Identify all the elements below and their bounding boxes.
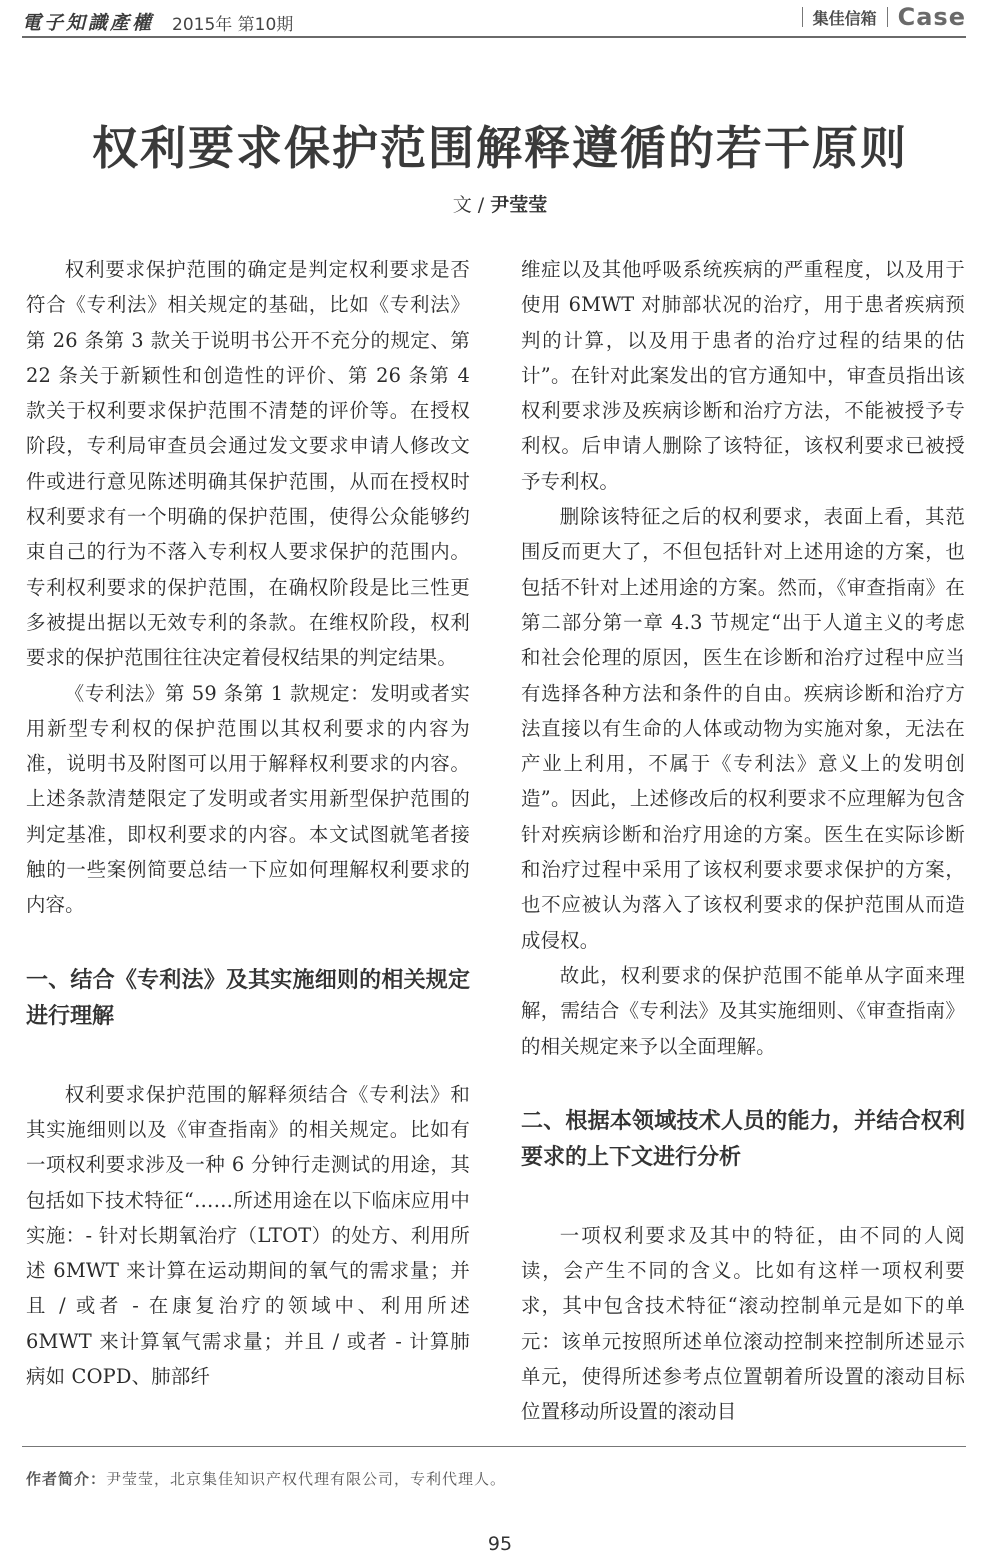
byline-prefix: 文 / [452,194,485,216]
right-column [521,252,965,1430]
byline [0,190,1000,217]
column-name: 集佳信箱 [812,8,877,28]
author-note-label: 作者简介： [26,1470,107,1488]
paragraph: 权利要求保护范围的确定是判定权利要求是否符合《专利法》相关规定的基础，比如《专利法》第 26 条第 3 款关于说明书公开不充分的规定、第 22 条关于新颖性和创造性的评价、第 26 条第 4 款关于权利要求保护范围不清楚的评价等。在授权阶段，专利局审查员会通过发文要求申请人修改文件或进行意见陈述明确其保护范围，从而在授权时权利要求有一个明确的保护范围，使得公众能够约束自己的行为不落入专利权人要求保护的范围内。专利权利要求的保护范围，在确权阶段是比三性更多被提出据以无效专利的条款。在维权阶段，权利要求的保护范围往往决定着侵权结果的判定结果。 [26,258,470,670]
header-separator [802,7,803,27]
section-heading-2: 二、根据本领域技术人员的能力，并结合权利要求的上下文进行分析 [521,1108,965,1170]
header-separator [887,7,888,27]
page-number: 95 [487,1533,513,1555]
magazine-brand: 電子知識產權 [22,12,155,34]
article-title: 权利要求保护范围解释遵循的若干原则 [92,121,908,175]
paragraph: 一项权利要求及其中的特征，由不同的人阅读，会产生不同的含义。比如有这样一项权利要求，其中包含技术特征“滚动控制单元是如下的单元：该单元按照所述单位滚动控制来控制所述显示单元，使得所述参考点位置朝着所设置的滚动目标位置移动所设置的滚动目 [521,1223,965,1424]
section-heading-1: 一、结合《专利法》及其实施细则的相关规定进行理解 [26,967,470,1029]
paragraph: 维症以及其他呼吸系统疾病的严重程度，以及用于使用 6MWT 对肺部状况的治疗，用于患者疾病预判的计算，以及用于患者的治疗过程的结果的估计”。在针对此案发出的官方通知中，审查员指出该权利要求涉及疾病诊断和治疗方法，不能被授予专利权。后申请人删除了该特征，该权利要求已被授予专利权。 [521,258,965,493]
author-note [26,1468,506,1489]
footer-rule [22,1446,966,1447]
paragraph: 权利要求保护范围的解释须结合《专利法》和其实施细则以及《审查指南》的相关规定。比如有一项权利要求涉及一种 6 分钟行走测试的用途，其包括如下技术特征“……所述用途在以下临床应用中实施：- 针对长期氧治疗（LTOT）的处方、利用所述 6MWT 来计算在运动期间的氧气的需求量；并且 / 或者 - 在康复治疗的领域中、利用所述 6MWT 来计算氧气需求量；并且 / 或者 - 计算肺病如 COPD、肺部纤 [26,1082,470,1389]
paragraph: 故此，权利要求的保护范围不能单从字面来理解，需结合《专利法》及其实施细则、《审查指南》的相关规定来予以全面理解。 [521,963,965,1058]
spacer [521,1176,965,1218]
issue-label: 2015年 第10期 [172,15,294,35]
author-name: 尹莹莹 [490,194,548,216]
paragraph: 删除该特征之后的权利要求，表面上看，其范围反而更大了，不但包括针对上述用途的方案，也包括不针对上述用途的方案。然而，《审查指南》在第二部分第一章 4.3 节规定“出于人道主义的考虑和社会伦理的原因，医生在诊断和治疗过程中应当有选择各种方法和条件的自由。疾病诊断和治疗方法直接以有生命的人体或动物为实施对象，无法在产业上利用，不属于《专利法》意义上的发明创造”。因此，上述修改后的权利要求不应理解为包含针对疾病诊断和治疗用途的方案。医生在实际诊断和治疗过程中采用了该权利要求要求保护的方案，也不应被认为落入了该权利要求的保护范围从而造成侵权。 [521,505,965,952]
author-note-text: 尹莹莹，北京集佳知识产权代理有限公司，专利代理人。 [106,1470,507,1488]
left-column [26,252,470,1394]
case-label: Case [897,3,966,31]
column-tag [792,2,966,32]
spacer [26,923,470,963]
header-rule [22,36,966,38]
spacer [26,1035,470,1077]
paragraph: 《专利法》第 59 条第 1 款规定：发明或者实用新型专利权的保护范围以其权利要求的内容为准，说明书及附图可以用于解释权利要求的内容。上述条款清楚限定了发明或者实用新型保护范围的判定基准，即权利要求的内容。本文试图就笔者接触的一些案例简要总结一下应如何理解权利要求的内容。 [26,681,470,917]
spacer [521,1064,965,1104]
